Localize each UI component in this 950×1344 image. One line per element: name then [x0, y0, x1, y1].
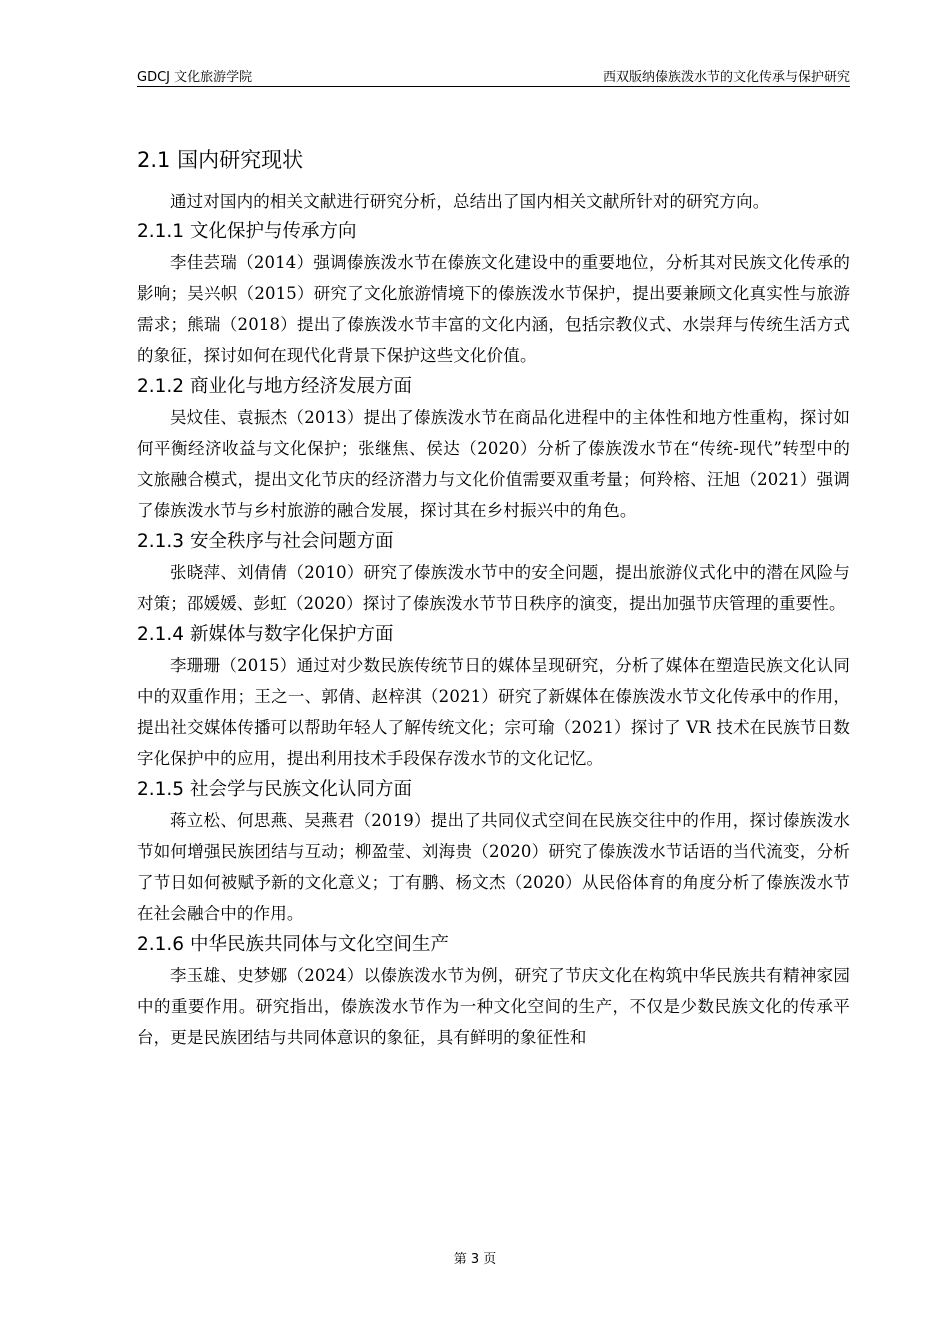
subsection-paragraph: 张晓萍、刘倩倩（2010）研究了傣族泼水节中的安全问题，提出旅游仪式化中的潜在风险与对策；邵媛媛、彭虹（2020）探讨了傣族泼水节节日秩序的演变，提出加强节庆管理的重要性。: [137, 563, 850, 613]
page-number: 第 3 页: [453, 1252, 497, 1267]
subsection-paragraph: 李玉雄、史梦娜（2024）以傣族泼水节为例，研究了节庆文化在构筑中华民族共有精神家园中的重要作用。研究指出，傣族泼水节作为一种文化空间的生产，不仅是少数民族文化的传承平台，更是民族团结与共同体意识的象征，具有鲜明的象征性和: [137, 966, 850, 1047]
subsection-title: 2.1.6 中华民族共同体与文化空间生产: [137, 934, 449, 955]
subsection-paragraph: 吴炆佳、袁振杰（2013）提出了傣族泼水节在商品化进程中的主体性和地方性重构，探讨如何平衡经济收益与文化保护；张继焦、侯达（2020）分析了傣族泼水节在“传统-现代”转型中的文旅融合模式，提出文化节庆的经济潜力与文化价值需要双重考量；何羚榕、汪旭（2021）强调了傣族泼水节与乡村旅游的融合发展，探讨其在乡村振兴中的角色。: [137, 408, 850, 520]
subsection-paragraph: 蒋立松、何思燕、吴燕君（2019）提出了共同仪式空间在民族交往中的作用，探讨傣族泼水节如何增强民族团结与互动；柳盈莹、刘海贵（2020）研究了傣族泼水节话语的当代流变，分析了节日如何被赋予新的文化意义；丁有鹏、杨文杰（2020）从民俗体育的角度分析了傣族泼水节在社会融合中的作用。: [137, 811, 850, 923]
subsection-title: 2.1.3 安全秩序与社会问题方面: [137, 531, 394, 552]
header-institution: GDCJ 文化旅游学院: [137, 70, 253, 85]
subsection-title: 2.1.5 社会学与民族文化认同方面: [137, 779, 412, 800]
header-thesis-title: 西双版纳傣族泼水节的文化传承与保护研究: [602, 70, 850, 85]
subsection-title: 2.1.2 商业化与地方经济发展方面: [137, 376, 412, 397]
section-intro: 通过对国内的相关文献进行研究分析，总结出了国内相关文献所针对的研究方向。: [170, 192, 770, 211]
subsection-paragraph: 李佳芸瑞（2014）强调傣族泼水节在傣族文化建设中的重要地位，分析其对民族文化传承的影响；吴兴帜（2015）研究了文化旅游情境下的傣族泼水节保护，提出要兼顾文化真实性与旅游需求；熊瑞（2018）提出了傣族泼水节丰富的文化内涵，包括宗教仪式、水崇拜与传统生活方式的象征，探讨如何在现代化背景下保护这些文化价值。: [137, 253, 850, 365]
subsection-paragraph: 李珊珊（2015）通过对少数民族传统节日的媒体呈现研究，分析了媒体在塑造民族文化认同中的双重作用；王之一、郭倩、赵梓淇（2021）研究了新媒体在傣族泼水节文化传承中的作用，提出社交媒体传播可以帮助年轻人了解传统文化；宗可瑜（2021）探讨了 VR 技术在民族节日数字化保护中的应用，提出利用技术手段保存泼水节的文化记忆。: [137, 656, 850, 768]
subsection-title: 2.1.4 新媒体与数字化保护方面: [137, 624, 394, 645]
page-header: [137, 64, 850, 87]
body-content: [137, 142, 850, 1053]
subsection-title: 2.1.1 文化保护与传承方向: [137, 221, 357, 242]
section-title: 2.1 国内研究现状: [137, 148, 304, 172]
